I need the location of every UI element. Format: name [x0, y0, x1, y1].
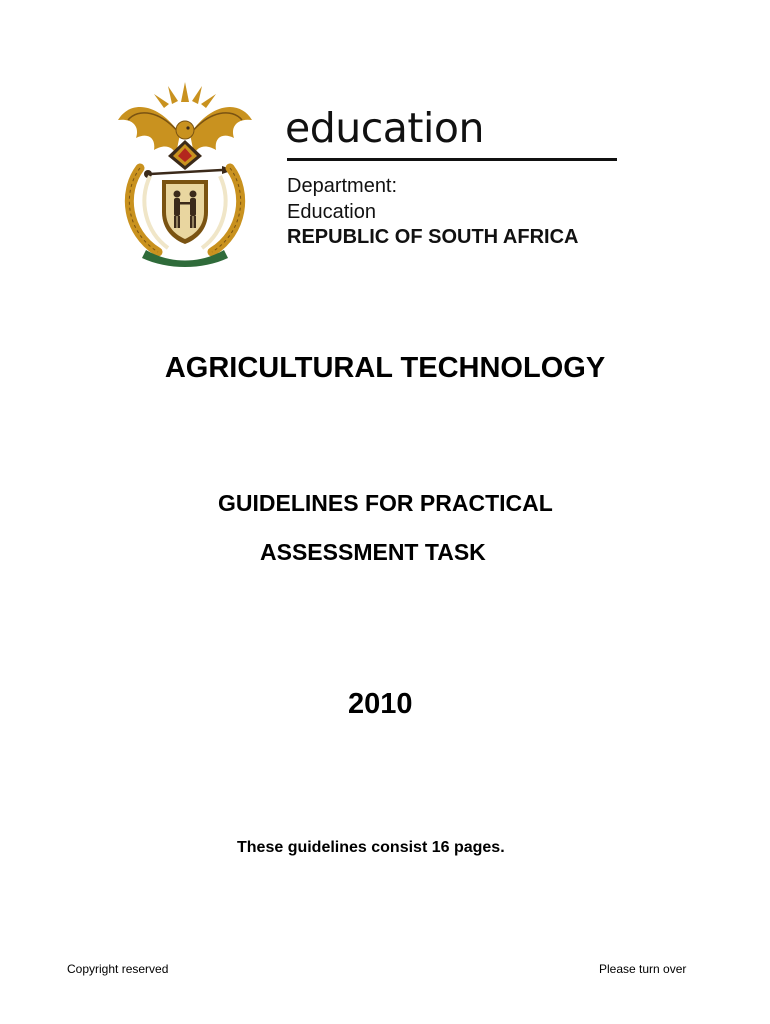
- logo-divider: [287, 158, 617, 161]
- document-subtitle-line2: ASSESSMENT TASK: [260, 539, 486, 565]
- country-name: REPUBLIC OF SOUTH AFRICA: [287, 226, 579, 248]
- document-year: 2010: [348, 688, 413, 720]
- footer-copyright: Copyright reserved: [67, 962, 169, 976]
- document-subtitle-line1: GUIDELINES FOR PRACTICAL: [218, 490, 553, 516]
- department-name: Education: [287, 201, 376, 223]
- right-wing-icon: [190, 107, 252, 154]
- document-title: AGRICULTURAL TECHNOLOGY: [164, 352, 606, 384]
- page-count-note: These guidelines consist 16 pages.: [237, 839, 505, 856]
- footer-turn-over: Please turn over: [599, 962, 687, 976]
- left-wing-icon: [118, 107, 180, 154]
- sun-rays-icon: [154, 82, 216, 108]
- coat-of-arms-logo: [110, 72, 260, 268]
- education-wordmark: education: [285, 104, 484, 152]
- department-label: Department:: [287, 175, 398, 197]
